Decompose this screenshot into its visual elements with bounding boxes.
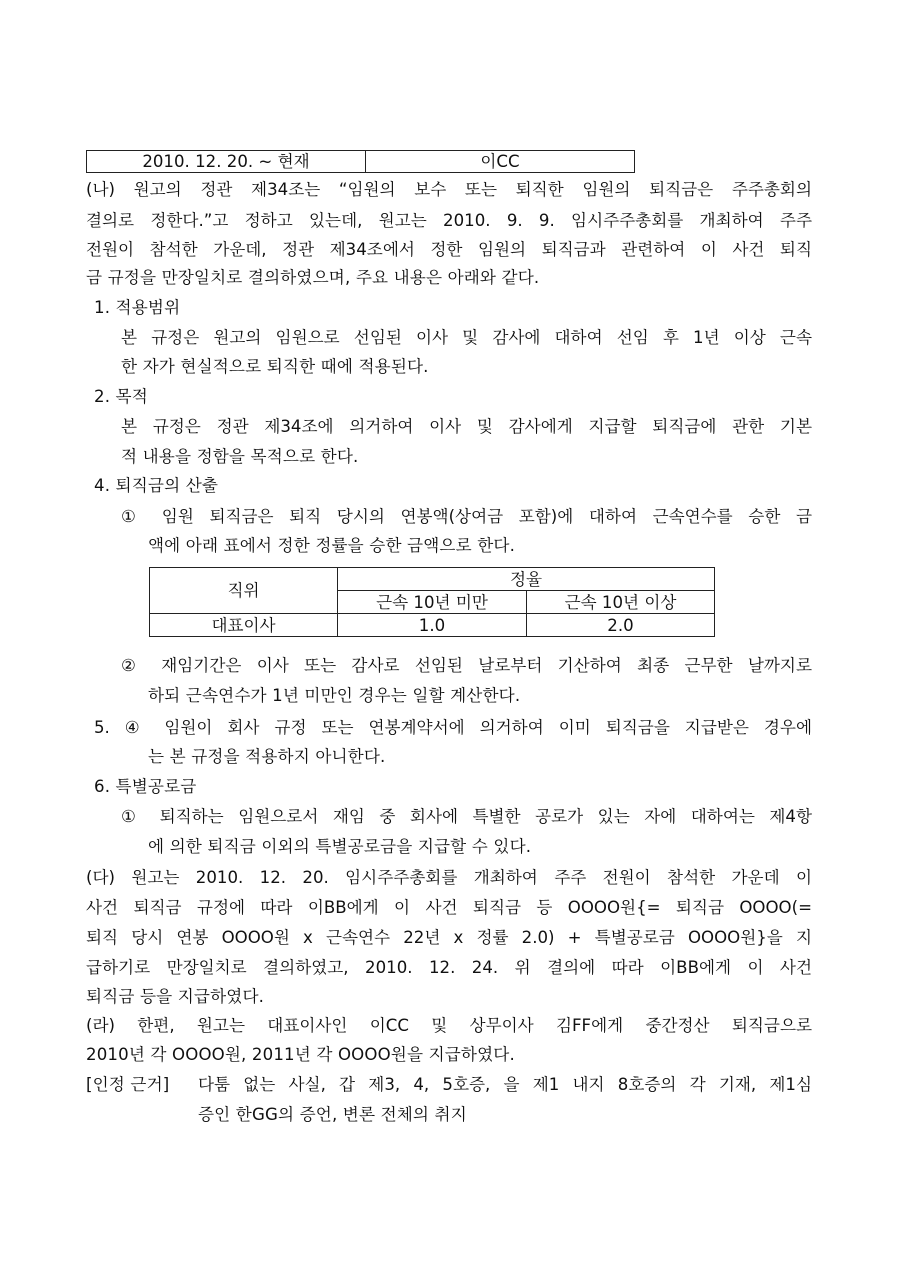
section-5-line: 5. ④ 임원이 회사 규정 또는 연봉계약서에 의거하여 이미 퇴직금을 지급받은 경우에 [94,718,812,737]
header-rate: 정율 [338,568,715,591]
section-6-heading: 6. 특별공로금 [94,777,197,796]
evidence-label: [인정 근거] [86,1075,170,1094]
para-da-line: 퇴직 당시 연봉 OOOO원 x 근속연수 22년 x 정률 2.0) + 특별공로금 OOOO원}을 지 [86,928,812,947]
retirement-rate-table [149,567,715,637]
section-6-item-1-line: 에 의한 퇴직금 이외의 특별공로금을 지급할 수 있다. [148,837,532,856]
section-2-line: 적 내용을 정함을 목적으로 한다. [121,447,359,466]
section-1-line: 한 자가 현실적으로 퇴직한 때에 적용된다. [121,357,429,376]
table-row [150,614,715,637]
header-over-10-years: 근속 10년 이상 [527,591,715,614]
cell-under-10-years: 1.0 [338,614,527,637]
para-da-line: 사건 퇴직금 규정에 따라 이BB에게 이 사건 퇴직금 등 OOOO원{= 퇴직금 OOOO(= [86,898,812,917]
para-na-line: 금 규정을 만장일치로 결의하였으며, 주요 내용은 아래와 같다. [86,268,540,287]
table-row [150,568,715,591]
cell-over-10-years: 2.0 [527,614,715,637]
period-cell: 2010. 12. 20. ~ 현재 [87,151,366,173]
section-4-item-2-line: ② 재임기간은 이사 또는 감사로 선임된 날로부터 기산하여 최종 근무한 날까지로 [121,656,812,675]
section-2-line: 본 규정은 정관 제34조에 의거하여 이사 및 감사에게 지급할 퇴직금에 관한 기본 [121,417,812,436]
header-position: 직위 [150,568,338,614]
evidence-line: 증인 한GG의 증언, 변론 전체의 취지 [198,1105,467,1124]
para-na-line: 결의로 정한다.”고 정하고 있는데, 원고는 2010. 9. 9. 임시주주총회를 개최하여 주주 [86,211,812,230]
section-4-heading: 4. 퇴직금의 산출 [94,476,219,495]
section-6-item-1-line: ① 퇴직하는 임원으로서 재임 중 회사에 특별한 공로가 있는 자에 대하여는 제4항 [121,807,812,826]
row-label-ceo: 대표이사 [150,614,338,637]
para-na-line: 전원이 참석한 가운데, 정관 제34조에서 정한 임원의 퇴직금과 관련하여 이 사건 퇴직 [86,240,812,259]
section-5-line: 는 본 규정을 적용하지 아니한다. [148,747,386,766]
section-2-heading: 2. 목적 [94,387,148,406]
para-da-line: (다) 원고는 2010. 12. 20. 임시주주총회를 개최하여 주주 전원이 참석한 가운데 이 [86,868,812,887]
para-na-line: (나) 원고의 정관 제34조는 “임원의 보수 또는 퇴직한 임원의 퇴직금은 주주총회의 [86,180,812,199]
section-1-heading: 1. 적용범위 [94,298,181,317]
position-history-table [86,150,635,173]
para-ra-line: 2010년 각 OOOO원, 2011년 각 OOOO원을 지급하였다. [86,1045,515,1064]
section-4-item-1-line: ① 임원 퇴직금은 퇴직 당시의 연봉액(상여금 포함)에 대하여 근속연수를 승한 금 [121,507,812,526]
section-4-item-2-line: 하되 근속연수가 1년 미만인 경우는 일할 계산한다. [148,686,521,705]
para-da-line: 퇴직금 등을 지급하였다. [86,987,265,1006]
para-ra-line: (라) 한편, 원고는 대표이사인 이CC 및 상무이사 김FF에게 중간정산 퇴직금으로 [86,1016,812,1035]
section-1-line: 본 규정은 원고의 임원으로 선임된 이사 및 감사에 대하여 선임 후 1년 이상 근속 [121,328,812,347]
header-under-10-years: 근속 10년 미만 [338,591,527,614]
evidence-line: 다툼 없는 사실, 갑 제3, 4, 5호증, 을 제1 내지 8호증의 각 기재, 제1심 [198,1075,812,1094]
section-4-item-1-line: 액에 아래 표에서 정한 정률을 승한 금액으로 한다. [148,536,515,555]
para-da-line: 급하기로 만장일치로 결의하였고, 2010. 12. 24. 위 결의에 따라 이BB에게 이 사건 [86,958,812,977]
name-cell: 이CC [366,151,635,173]
table-row [87,151,635,173]
